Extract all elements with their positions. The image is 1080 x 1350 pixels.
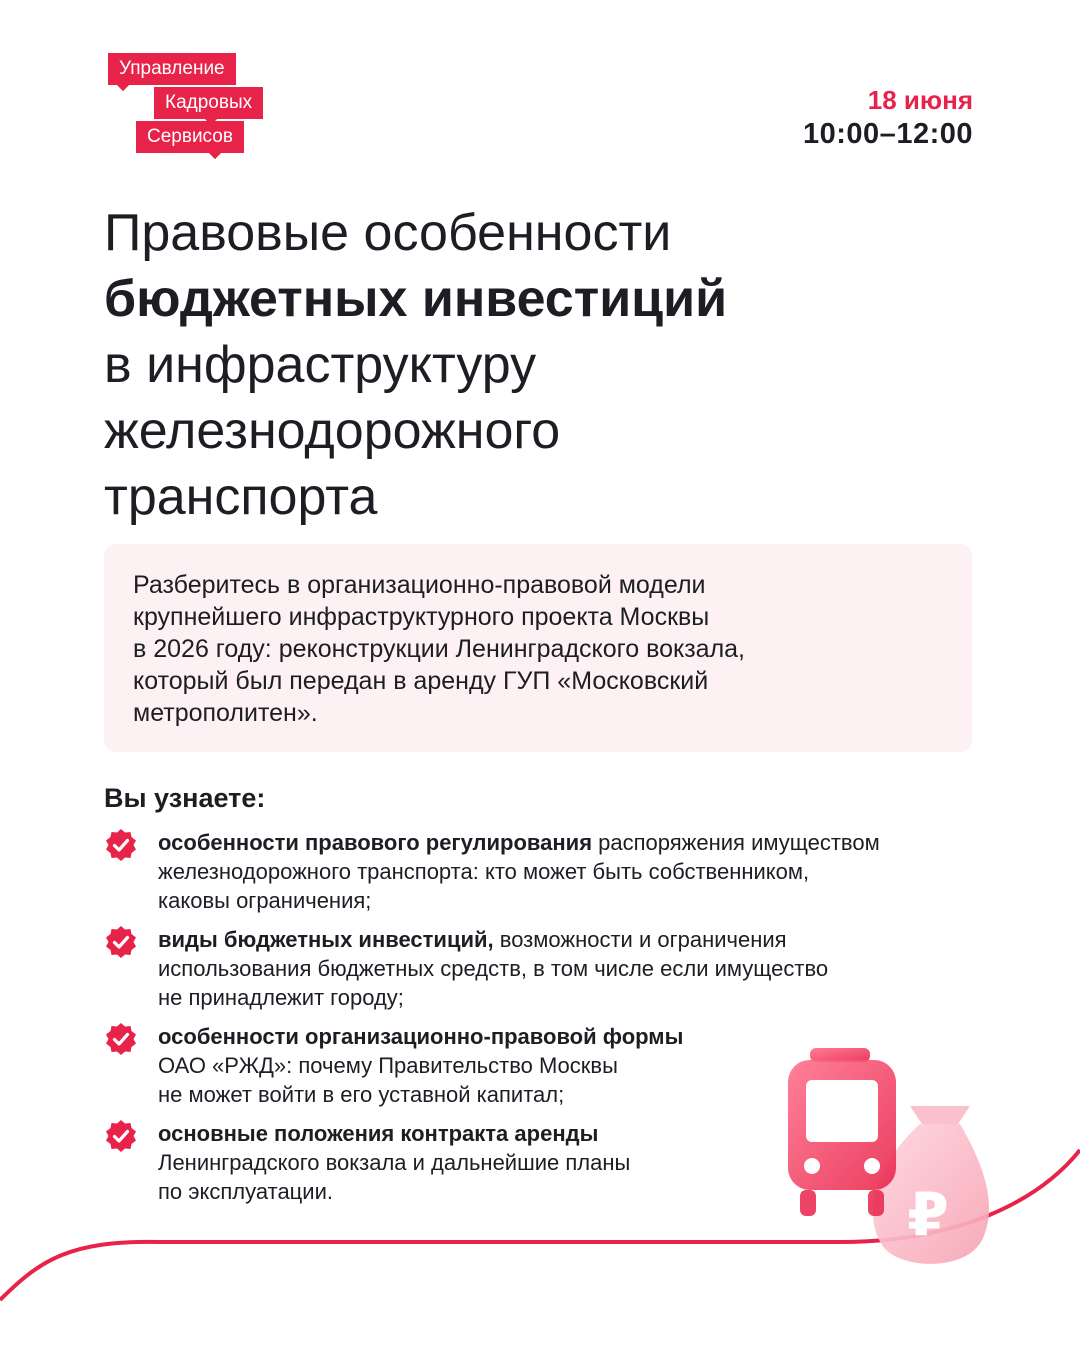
list-item: виды бюджетных инвестиций, возможности и ограничения использования бюджетных средств, в том числе если имущество не принадлежит городу;	[104, 925, 984, 1012]
intro-box	[104, 544, 972, 752]
page-title	[104, 200, 964, 530]
illustration	[770, 1040, 1010, 1280]
learn-heading: Вы узнаете:	[104, 783, 266, 813]
event-date: 18 июня	[867, 85, 973, 115]
logo-tag-1: Управление	[108, 53, 236, 85]
train-icon	[788, 1048, 896, 1216]
event-datetime	[803, 84, 973, 152]
title-line-1: Правовые особенности	[104, 204, 672, 262]
intro-line: крупнейшего инфраструктурного проекта Москвы	[133, 603, 710, 631]
list-item: особенности организационно-правовой формы ОАО «РЖД»: почему Правительство Москвы не может войти в его уставной капитал;	[104, 1022, 984, 1109]
title-line-2: бюджетных инвестиций	[104, 270, 728, 328]
intro-line: который был передан в аренду ГУП «Московский	[133, 667, 709, 695]
intro-line: в 2026 году: реконструкции Ленинградского вокзала,	[133, 635, 745, 663]
check-badge-icon	[104, 828, 138, 862]
intro-line: метрополитен».	[133, 699, 318, 727]
title-line-5: транспорта	[104, 468, 378, 526]
title-line-4: железнодорожного	[104, 402, 561, 460]
logo-tag-3: Сервисов	[136, 121, 244, 153]
list-item: основные положения контракта аренды Ленинградского вокзала и дальнейшие планы по эксплуатации.	[104, 1119, 984, 1206]
check-badge-icon	[104, 1119, 138, 1153]
title-line-3: в инфраструктуру	[104, 336, 537, 394]
list-item: особенности правового регулирования распоряжения имуществом железнодорожного транспорта: кто может быть собственником, каковы ограничения;	[104, 828, 984, 915]
svg-text:₽: ₽	[907, 1180, 949, 1250]
event-time: 10:00–12:00	[803, 118, 973, 150]
intro-line: Разберитесь в организационно-правовой модели	[133, 571, 706, 599]
check-badge-icon	[104, 1022, 138, 1056]
check-badge-icon	[104, 925, 138, 959]
logo-tag-2: Кадровых	[154, 87, 263, 119]
